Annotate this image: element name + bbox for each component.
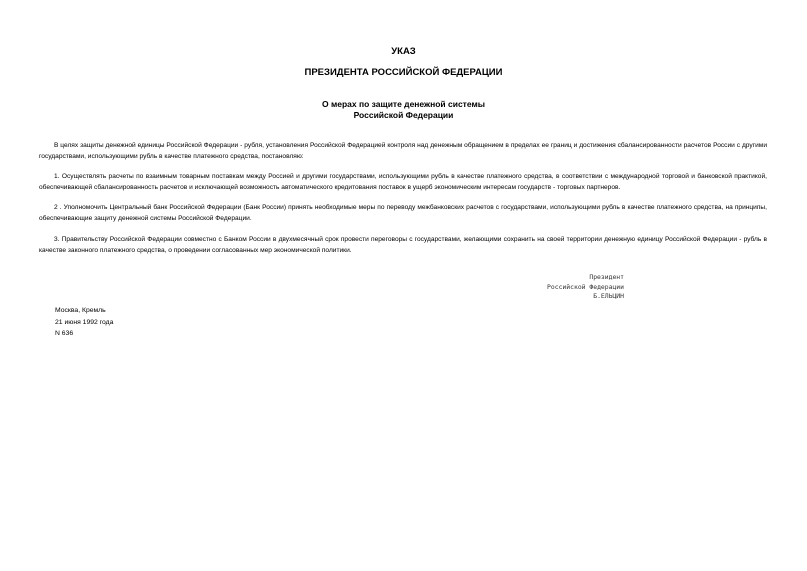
clause-1-paragraph: 1. Осуществлять расчеты по взаимным товарным поставкам между Россией и другими государствами, использующими рубль в качестве платежного средства, в соответствии с международной торговой и банковской практикой, обеспечивающей сбалансированность расчетов и исключающей возможность автоматического кредитования поставок в ущерб экономическим интересам государств - торговых партнеров. [39, 173, 767, 191]
subject-line-2: Российской Федерации [353, 110, 454, 120]
footer-date: 21 июня 1992 года [55, 318, 114, 326]
preamble-paragraph: В целях защиты денежной единицы Российской Федерации - рубля, установления Российской Федерацией контроля над денежным обращением в пределах ее границ и достижения сбалансированности расчетов России с другими государствами, использующими рубль в качестве платежного средства, постановляю: [39, 142, 767, 160]
signature-block [470, 273, 624, 302]
document-heading: УКАЗ [391, 46, 416, 57]
document-subject [0, 99, 807, 121]
document-issuer: ПРЕЗИДЕНТА РОССИЙСКОЙ ФЕДЕРАЦИИ [304, 67, 503, 78]
clause-3-paragraph: 3. Правительству Российской Федерации совместно с Банком России в двухмесячный срок провести переговоры с государствами, желающими сохранить на своей территории денежную единицу Российской Федерации - рубль в качестве законного платежного средства, о проведении согласованных мер экономической политики. [39, 236, 767, 254]
signature-title: Президент [589, 273, 624, 281]
footer-number: N 636 [55, 330, 74, 337]
clause-2-paragraph: 2 . Уполномочить Центральный банк Российской Федерации (Банк России) принять необходимые меры по переводу межбанковских расчетов с государствами, использующими рубль в качестве платежного средства, на принципы, обеспечивающие защиту денежной системы Российской Федерации. [39, 204, 767, 222]
subject-line-1: О мерах по защите денежной системы [322, 99, 485, 109]
signature-name: Б.ЕЛЬЦИН [593, 292, 624, 300]
document-footer [55, 305, 113, 340]
footer-place: Москва, Кремль [55, 307, 106, 314]
signature-office: Российской Федерации [547, 282, 624, 291]
